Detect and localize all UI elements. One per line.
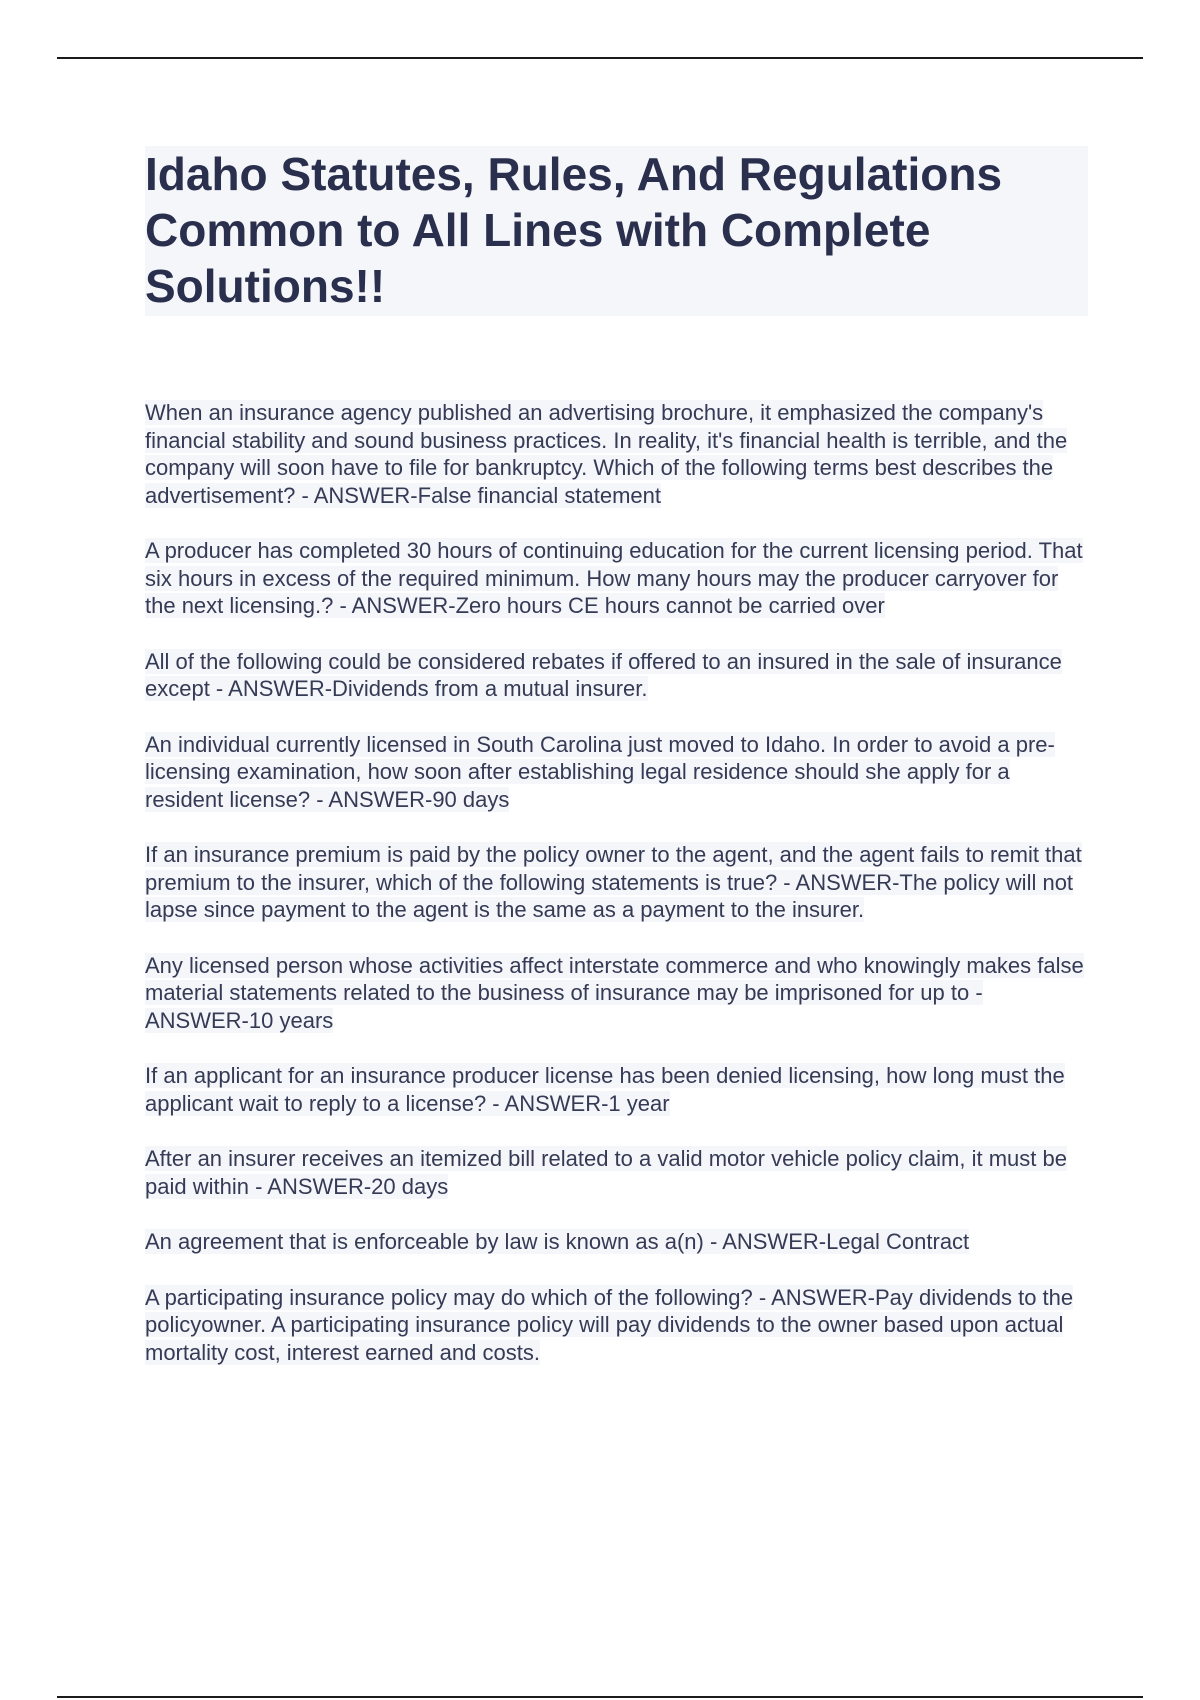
- qa-item: An individual currently licensed in South Carolina just moved to Idaho. In order to avoid a pre-licensing examination, how soon after establishing legal residence should she apply for a resident license? - ANSWER-90 days: [145, 731, 1055, 812]
- qa-item: A producer has completed 30 hours of continuing education for the current licensing period. That six hours in excess of the required minimum. How many hours may the producer carryover for the next licensing.? - ANSWER-Zero hours CE hours cannot be carried over: [145, 538, 1083, 618]
- header-rule: [57, 57, 1143, 59]
- qa-list: [145, 399, 1088, 1366]
- qa-item: All of the following could be considered rebates if offered to an insured in the sale of insurance except - ANSWER-Dividends from a mutual insurer.: [145, 648, 1062, 701]
- qa-item: If an applicant for an insurance producer license has been denied licensing, how long must the applicant wait to reply to a license? - ANSWER-1 year: [145, 1063, 1065, 1116]
- qa-item: When an insurance agency published an advertising brochure, it emphasized the company's financial stability and sound business practices. In reality, it's financial health is terrible, and the company will soon have to file for bankruptcy. Which of the following terms best describes the advertisement? - ANSWER-False financial statement: [145, 400, 1068, 508]
- document-page: [145, 146, 1088, 1394]
- qa-item: If an insurance premium is paid by the policy owner to the agent, and the agent fails to remit that premium to the insurer, which of the following statements is true? - ANSWER-The policy will not lapse since payment to the agent is the same as a payment to the insurer.: [145, 842, 1082, 922]
- qa-item: Any licensed person whose activities affect interstate commerce and who knowingly makes false material statements related to the business of insurance may be imprisoned for up to - ANSWER-10 years: [145, 952, 1084, 1033]
- footer-rule: [57, 1696, 1143, 1698]
- qa-item: After an insurer receives an itemized bill related to a valid motor vehicle policy claim, it must be paid within - ANSWER-20 days: [145, 1146, 1067, 1199]
- document-title: Idaho Statutes, Rules, And Regulations Common to All Lines with Complete Solutions!!: [145, 148, 1003, 312]
- title-block: [145, 146, 1088, 316]
- qa-item: An agreement that is enforceable by law is known as a(n) - ANSWER-Legal Contract: [145, 1229, 970, 1254]
- qa-item: A participating insurance policy may do which of the following? - ANSWER-Pay dividends to the policyowner. A participating insurance policy will pay dividends to the owner based upon actual mortality cost, interest earned and costs.: [145, 1284, 1074, 1365]
